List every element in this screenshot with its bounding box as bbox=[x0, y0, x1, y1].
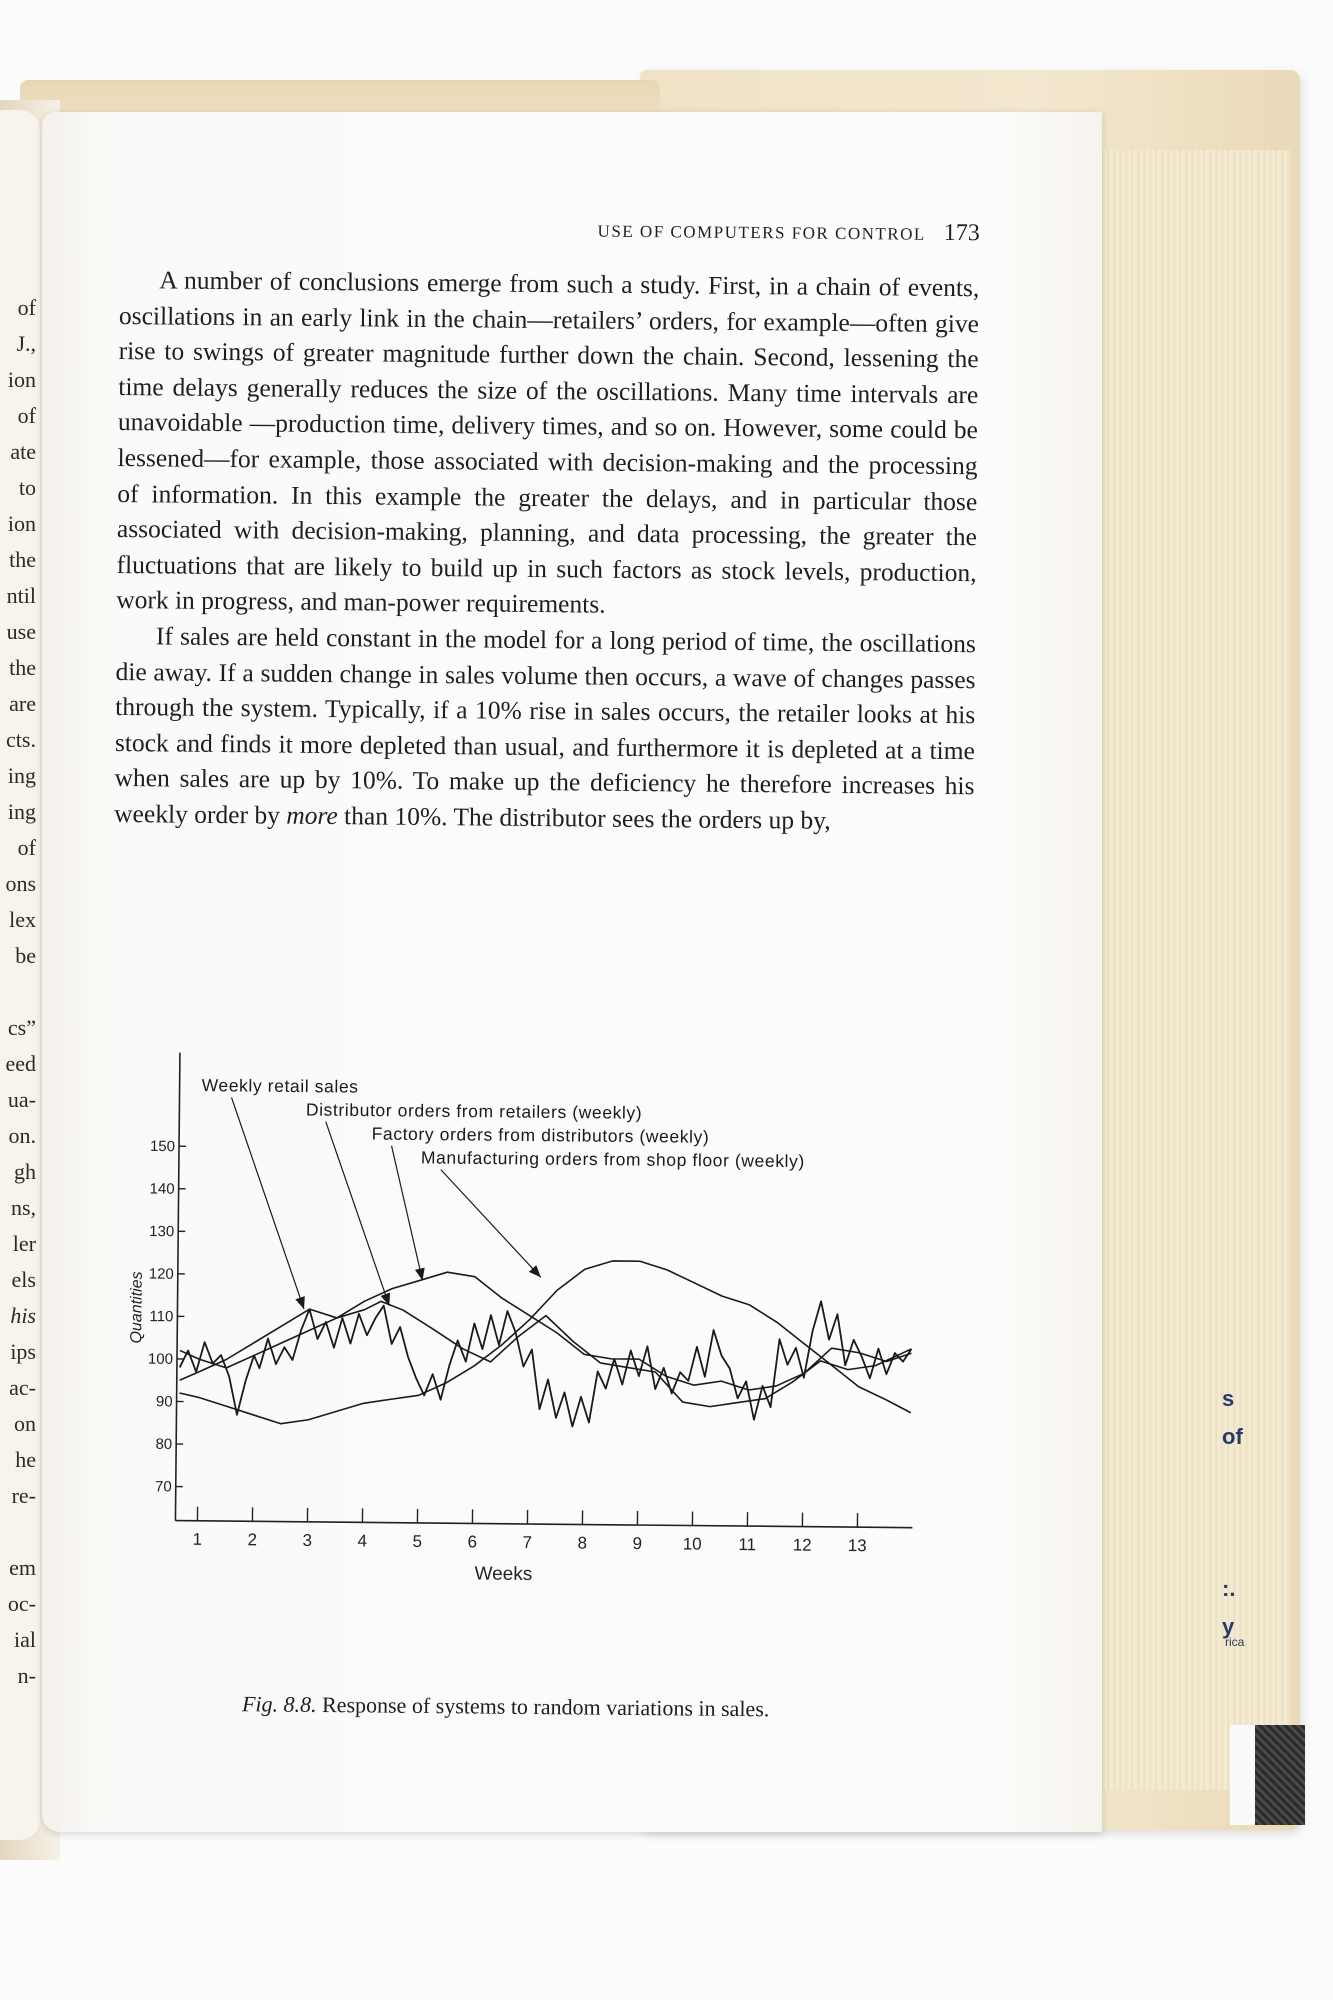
left-page-fragment: the bbox=[9, 655, 36, 680]
left-page-fragment: oc- bbox=[7, 1591, 36, 1616]
y-tick-label: 130 bbox=[149, 1223, 175, 1241]
paragraph-2-part-1: If sales are held constant in the model for a long period of time, the oscillations die away. If a sudden change in sales volume then occurs, a wave of changes passes through the system. Typically, if a 10% rise in sales occurs, the retailer looks at his stock and finds it more depleted than usual, and furthermore it is depleted at a time when sales are up by 10%. To make up the deficiency he therefore increases his weekly order by bbox=[114, 621, 977, 830]
left-page-fragment: gh bbox=[14, 1159, 36, 1184]
left-page-fragment: be bbox=[15, 943, 36, 968]
left-page-fragment: J., bbox=[16, 331, 36, 356]
right-page-fragment: s bbox=[1222, 1386, 1235, 1411]
left-page-fragment: ons bbox=[5, 871, 36, 896]
body-text bbox=[114, 262, 979, 840]
x-tick-label: 1 bbox=[192, 1529, 203, 1549]
y-axis bbox=[175, 1053, 179, 1521]
paragraph-1: A number of conclusions emerge from such a study. First, in a chain of events, oscillations in an early link in the chain—retailers’ orders, for example—often give rise to swings of greater magnitude further down the chain. Second, lessening the time delays generally reduces the size of the oscillations. Many time intervals are unavoidable —production time, delivery times, and so on. However, some could be lessened—for example, those associated with decision-making and the processing of information. In this example the greater the delays, and in particular those associated with decision-making, planning, and data processing, the greater the fluctuations that are likely to build up in such factors as stock levels, production, work in progress, and man-power requirements. bbox=[116, 265, 980, 620]
figure-caption bbox=[126, 1690, 886, 1723]
x-tick-label: 6 bbox=[467, 1532, 478, 1552]
left-page-fragment: cs” bbox=[7, 1015, 36, 1040]
left-page-fragment: the bbox=[9, 547, 36, 572]
left-page-fragment: use bbox=[6, 619, 36, 644]
right-page-fragment: :. bbox=[1222, 1576, 1236, 1601]
left-page-fragment: of bbox=[17, 403, 36, 428]
left-page-fragment: ing bbox=[7, 799, 36, 824]
left-page-fragment: cts. bbox=[6, 727, 36, 752]
x-tick-label: 7 bbox=[522, 1532, 533, 1553]
x-tick-label: 8 bbox=[577, 1533, 588, 1553]
annotation-leader-4 bbox=[440, 1170, 542, 1278]
x-tick-label: 12 bbox=[792, 1535, 812, 1555]
annotation-leader-1 bbox=[229, 1097, 306, 1309]
x-tick-label: 9 bbox=[632, 1533, 643, 1554]
right-page-peek-small: rica bbox=[1225, 1635, 1245, 1649]
left-page-fragment: ntil bbox=[6, 583, 36, 608]
x-tick-label: 3 bbox=[302, 1530, 313, 1550]
x-axis-label: Weeks bbox=[474, 1563, 533, 1586]
left-page-fragment: to bbox=[18, 475, 36, 500]
right-page-fragment bbox=[1222, 1456, 1262, 1494]
y-tick-label: 110 bbox=[149, 1308, 174, 1326]
right-page-fragment: y bbox=[1222, 1614, 1235, 1639]
annotation-leader-3 bbox=[390, 1146, 424, 1281]
line-chart bbox=[127, 1042, 992, 1586]
annotation-label-3: Factory orders from distributors (weekly) bbox=[371, 1123, 710, 1147]
left-page-fragment: ate bbox=[10, 439, 36, 464]
left-page-fragment: eed bbox=[5, 1051, 36, 1076]
right-page-fragment bbox=[1222, 1532, 1262, 1570]
x-tick-label: 2 bbox=[247, 1530, 258, 1550]
right-page-fragment: of bbox=[1222, 1424, 1243, 1449]
annotation-arrowhead-3 bbox=[415, 1268, 425, 1281]
x-tick-label: 5 bbox=[412, 1531, 423, 1551]
paragraph-2-emphasis: more bbox=[286, 800, 338, 831]
y-tick-label: 140 bbox=[149, 1180, 175, 1198]
annotation-label-2: Distributor orders from retailers (weekly) bbox=[305, 1099, 643, 1123]
left-page-fragment: his bbox=[10, 1303, 36, 1328]
left-page-fragment: ac- bbox=[9, 1375, 36, 1400]
figure-caption-text: Response of systems to random variations in sales. bbox=[316, 1691, 770, 1722]
x-tick-label: 10 bbox=[682, 1534, 702, 1554]
paragraph-2-part-2: than 10%. The distributor sees the orders up by, bbox=[337, 801, 831, 835]
left-page-text bbox=[0, 290, 36, 1694]
annotation-label-1: Weekly retail sales bbox=[201, 1075, 359, 1097]
left-page-fragment: ns, bbox=[10, 1195, 36, 1220]
running-head-title: USE OF COMPUTERS FOR CONTROL bbox=[597, 221, 926, 244]
y-tick-label: 100 bbox=[147, 1350, 174, 1368]
left-page-fragment: he bbox=[15, 1447, 36, 1472]
left-page-fragment: ler bbox=[12, 1231, 36, 1256]
left-page-fragment: of bbox=[17, 295, 36, 320]
figure-8-8 bbox=[127, 1042, 992, 1722]
y-tick-label: 150 bbox=[149, 1137, 176, 1156]
page-content bbox=[114, 212, 980, 1722]
x-tick-label: 13 bbox=[847, 1536, 867, 1556]
y-tick-label: 120 bbox=[148, 1265, 174, 1283]
y-tick-label: 90 bbox=[155, 1393, 173, 1411]
annotation-arrowhead-1 bbox=[295, 1296, 305, 1309]
y-tick-label: 70 bbox=[154, 1478, 172, 1496]
left-page-fragment: ips bbox=[10, 1339, 36, 1364]
annotation-leader-2 bbox=[324, 1122, 391, 1306]
series-line-4 bbox=[179, 1257, 912, 1430]
y-axis-label: Quantities bbox=[128, 1271, 146, 1344]
left-page-fragment: ing bbox=[7, 763, 36, 788]
left-page-fragment: ion bbox=[7, 511, 36, 536]
annotation-label-4: Manufacturing orders from shop floor (weekly) bbox=[420, 1147, 805, 1172]
page-number: 173 bbox=[943, 219, 980, 247]
book-page bbox=[42, 112, 1102, 1832]
left-page-fragment: ial bbox=[14, 1627, 36, 1652]
left-page-fragment: on. bbox=[8, 1123, 36, 1148]
left-page-fragment bbox=[0, 1514, 36, 1550]
x-tick-label: 11 bbox=[738, 1534, 757, 1555]
jacket-cloth bbox=[1255, 1725, 1305, 1825]
paragraph-2 bbox=[114, 618, 976, 840]
jacket-strip bbox=[1230, 1725, 1258, 1825]
right-page-fragment bbox=[1222, 1494, 1262, 1532]
left-page-fragment: re- bbox=[11, 1483, 36, 1508]
left-page-fragment: are bbox=[9, 691, 36, 716]
left-page-fragment: ion bbox=[7, 367, 36, 392]
left-page-fragment: n- bbox=[17, 1663, 36, 1688]
right-page-peek bbox=[1222, 1380, 1262, 1646]
left-page-fragment bbox=[0, 974, 36, 1010]
left-page-fragment: ua- bbox=[7, 1087, 36, 1112]
left-page-fragment: em bbox=[9, 1555, 36, 1580]
left-page-fragment: lex bbox=[9, 907, 36, 932]
figure-number: Fig. 8.8. bbox=[241, 1691, 317, 1717]
running-head bbox=[597, 217, 979, 248]
left-page-fragment: on bbox=[14, 1411, 36, 1436]
left-page-fragment: els bbox=[11, 1267, 36, 1292]
x-tick-label: 4 bbox=[357, 1531, 368, 1551]
left-page-fragment: of bbox=[17, 835, 36, 860]
y-tick-label: 80 bbox=[155, 1435, 173, 1453]
